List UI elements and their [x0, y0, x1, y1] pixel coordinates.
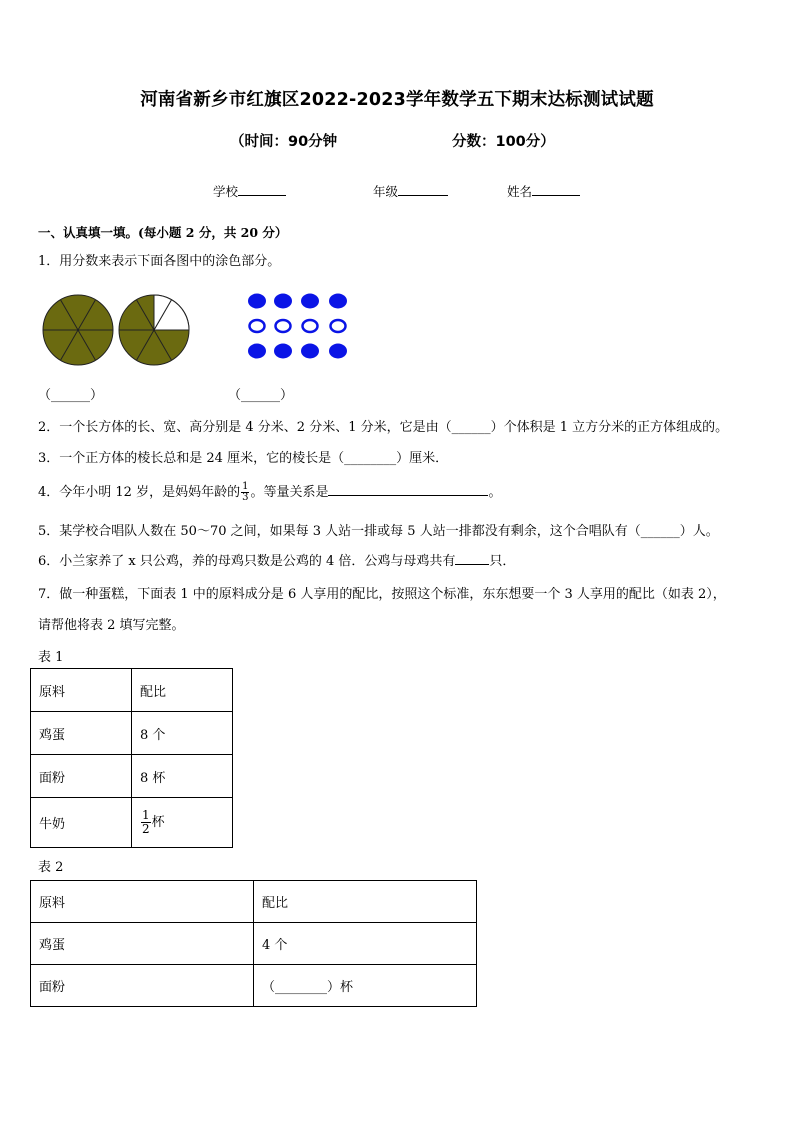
question-2: 2．一个长方体的长、宽、高分别是 4 分米、2 分米、1 分米，它是由（______）个体积是 1 立方分米的正方体组成的。 [38, 420, 729, 435]
section-heading: 一、认真填一填。(每小题 2 分，共 20 分） [38, 225, 288, 240]
table-cell: 4 个 [254, 923, 477, 965]
table-cell: 配比 [132, 669, 233, 712]
circle-partial [119, 295, 189, 365]
grade-field [373, 182, 448, 200]
table-cell: 8 杯 [132, 755, 233, 798]
table-1-label: 表 1 [38, 650, 64, 665]
name-label: 姓名 [507, 184, 533, 199]
fraction-one-half: $\frac{1}{2}$ [142, 808, 150, 836]
table-cell: 牛奶 [31, 798, 132, 848]
table-cell: 配比 [254, 881, 477, 923]
answer-blank-2[interactable]: （______） [228, 388, 294, 403]
table-2 [30, 880, 477, 1007]
flour-answer-blank[interactable]: （________）杯 [254, 965, 477, 1007]
time-label: （时间：90分钟 [230, 134, 338, 150]
page-title: 河南省新乡市红旗区2022-2023学年数学五下期末达标测试试题 [140, 90, 654, 110]
question-4-text: 4．今年小明 12 岁，是妈妈年龄的 [38, 485, 241, 500]
table-cell: 原料 [31, 881, 254, 923]
table-cell: 面粉 [31, 755, 132, 798]
answer-blank-4[interactable] [328, 483, 488, 496]
name-field [507, 182, 580, 200]
table-cell: 8 个 [132, 712, 233, 755]
table-1 [30, 668, 233, 848]
table-row [31, 965, 477, 1007]
question-6: 6．小兰家养了 x 只公鸡，养的母鸡只数是公鸡的 4 倍．公鸡与母鸡共有 只． [38, 554, 516, 569]
school-label: 学校 [213, 184, 239, 199]
circles-figure [40, 292, 200, 374]
table-cell: 面粉 [31, 965, 254, 1007]
dots-row-top [248, 294, 347, 309]
question-4-text-2: 。等量关系是 [250, 485, 329, 500]
question-5: 5．某学校合唱队人数在 50～70 之间，如果每 3 人站一排或每 5 人站一排都没有剩余，这个合唱队有（______）人。 [38, 524, 719, 539]
table-row [31, 881, 477, 923]
question-7-line-1: 7．做一种蛋糕，下面表 1 中的原料成分是 6 人享用的配比，按照这个标准，东东想要一个 3 人享用的配比（如表 2）， [38, 587, 726, 602]
grade-blank[interactable] [398, 183, 448, 196]
table-2-label: 表 2 [38, 860, 64, 875]
table-row [31, 755, 233, 798]
question-3: 3．一个正方体的棱长总和是 24 厘米，它的棱长是（________）厘米． [38, 451, 449, 466]
fraction-one-third: $\frac{1}{3}$ [242, 481, 249, 503]
table-cell: 鸡蛋 [31, 923, 254, 965]
table-row [31, 798, 233, 848]
circle-full [43, 295, 113, 365]
answer-blank-1[interactable]: （______） [38, 388, 104, 403]
score-label: 分数：100分） [452, 134, 555, 150]
question-1: 1．用分数来表示下面各图中的涂色部分。 [38, 254, 281, 269]
table-row [31, 669, 233, 712]
name-blank[interactable] [532, 183, 580, 196]
school-field [213, 182, 286, 200]
table-row [31, 923, 477, 965]
table-row [31, 712, 233, 755]
question-4: 4．今年小明 12 岁，是妈妈年龄的 $\frac{1}{3}$ 。等量关系是 。 [38, 481, 502, 503]
dots-row-bottom [248, 344, 347, 359]
answer-blank-6[interactable] [455, 552, 489, 565]
table-cell: 鸡蛋 [31, 712, 132, 755]
school-blank[interactable] [238, 183, 286, 196]
dots-figure [244, 292, 354, 362]
table-cell: 原料 [31, 669, 132, 712]
grade-label: 年级 [373, 184, 399, 199]
dots-row-middle [250, 320, 346, 332]
question-7-line-2: 请帮他将表 2 填写完整。 [38, 618, 185, 633]
table-cell: $\frac{1}{2}$ 杯 [132, 798, 233, 848]
